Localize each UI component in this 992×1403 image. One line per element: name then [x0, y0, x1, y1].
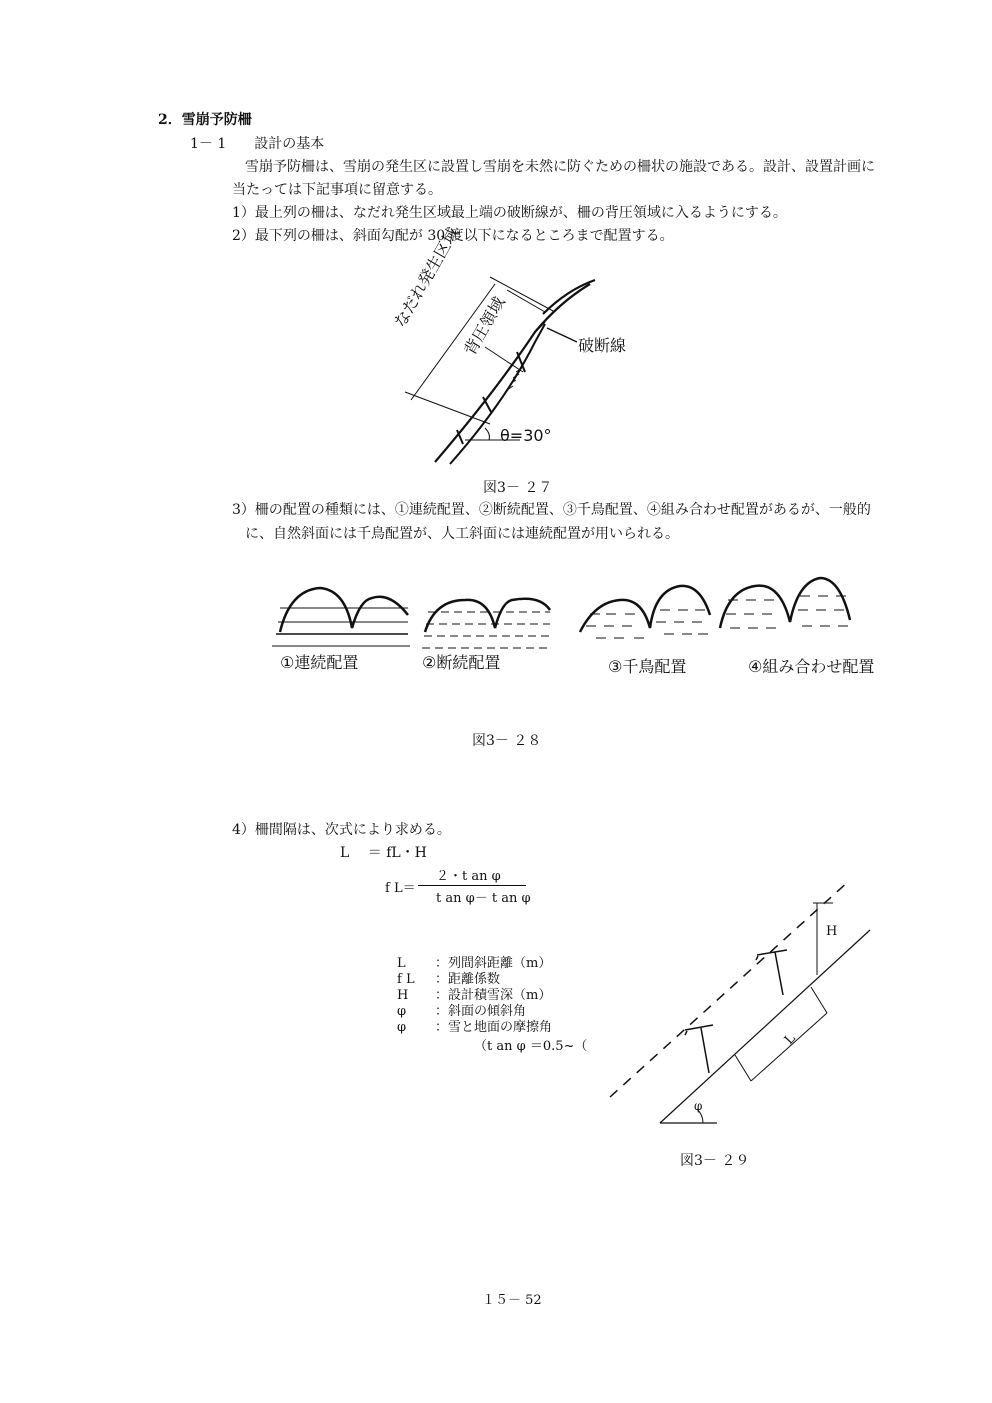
figure-3-29	[605, 875, 875, 1125]
label-phi: φ	[694, 1099, 703, 1113]
formula-fl-prefix: f L＝	[385, 881, 416, 896]
legend-description: ：列間斜距離（m）	[435, 956, 552, 971]
formula-denominator: t an φ－ t an φ	[436, 891, 531, 906]
legend-description: ：距離係数	[435, 972, 501, 987]
legend-row	[397, 989, 551, 1002]
label-combined: ④組み合わせ配置	[748, 657, 875, 676]
legend-row	[397, 1021, 552, 1034]
legend-symbol: L	[397, 956, 406, 971]
label-l: L	[781, 1031, 799, 1048]
legend-description: ：斜面の傾斜角	[435, 1004, 527, 1019]
section-title: 2．雪崩予防柵	[158, 112, 252, 128]
formula-main: L ＝ fL・H	[340, 845, 427, 861]
list-item-1: 1）最上列の柵は、なだれ発生区域最上端の破断線が、柵の背圧領域に入るようにする。	[232, 205, 787, 221]
legend-symbol: φ	[397, 1020, 407, 1035]
page-number: １５－ 52	[482, 1293, 542, 1308]
label-avalanche-zone: なだれ発生区域	[390, 223, 463, 331]
legend-note: （t an φ ＝0.5~（	[474, 1039, 588, 1054]
list-item-3-line1: 3）柵の配置の種類には、①連続配置、②断続配置、③千鳥配置、④組み合わせ配置があるが、一般的	[232, 502, 871, 518]
legend-row	[397, 1005, 526, 1018]
legend-symbol: f L	[397, 972, 415, 987]
fraction-bar	[418, 885, 526, 886]
legend-symbol: H	[397, 988, 409, 1003]
figure-3-27-caption: 図3－ ２７	[483, 480, 553, 496]
label-h: H	[826, 924, 838, 939]
legend-row	[397, 973, 500, 986]
list-item-4: 4）柵間隔は、次式により求める。	[232, 822, 451, 838]
label-staggered: ③千鳥配置	[608, 657, 687, 676]
label-continuous: ①連続配置	[280, 653, 359, 672]
label-angle-theta: θ=30°	[500, 426, 552, 445]
list-item-2: 2）最下列の柵は、斜面勾配が 30 度以下になるところまで配置する。	[232, 228, 674, 244]
legend-row	[397, 957, 551, 970]
intro-paragraph-line1: 雪崩予防柵は、雪崩の発生区に設置し雪崩を未然に防ぐための柵状の施設である。設計、設置計画に	[245, 159, 875, 175]
label-break-line: 破断線	[578, 336, 627, 355]
legend-symbol: φ	[397, 1004, 407, 1019]
figure-3-29-caption: 図3－ ２９	[680, 1153, 750, 1169]
formula-numerator: ２・t an φ	[436, 869, 501, 884]
legend-description: ：設計積雪深（m）	[435, 988, 552, 1003]
list-item-3-line2: に、自然斜面には千鳥配置が、人工斜面には連続配置が用いられる。	[245, 526, 679, 542]
legend-description: ：雪と地面の摩擦角	[435, 1020, 553, 1035]
label-back-pressure-zone: 背圧領域	[460, 293, 509, 359]
subsection-title: 1－ 1 設計の基本	[190, 136, 325, 152]
figure-3-28-caption: 図3－ ２８	[472, 733, 542, 749]
label-intermittent: ②断続配置	[422, 653, 501, 672]
intro-paragraph-line2: 当たっては下記事項に留意する。	[232, 182, 442, 198]
